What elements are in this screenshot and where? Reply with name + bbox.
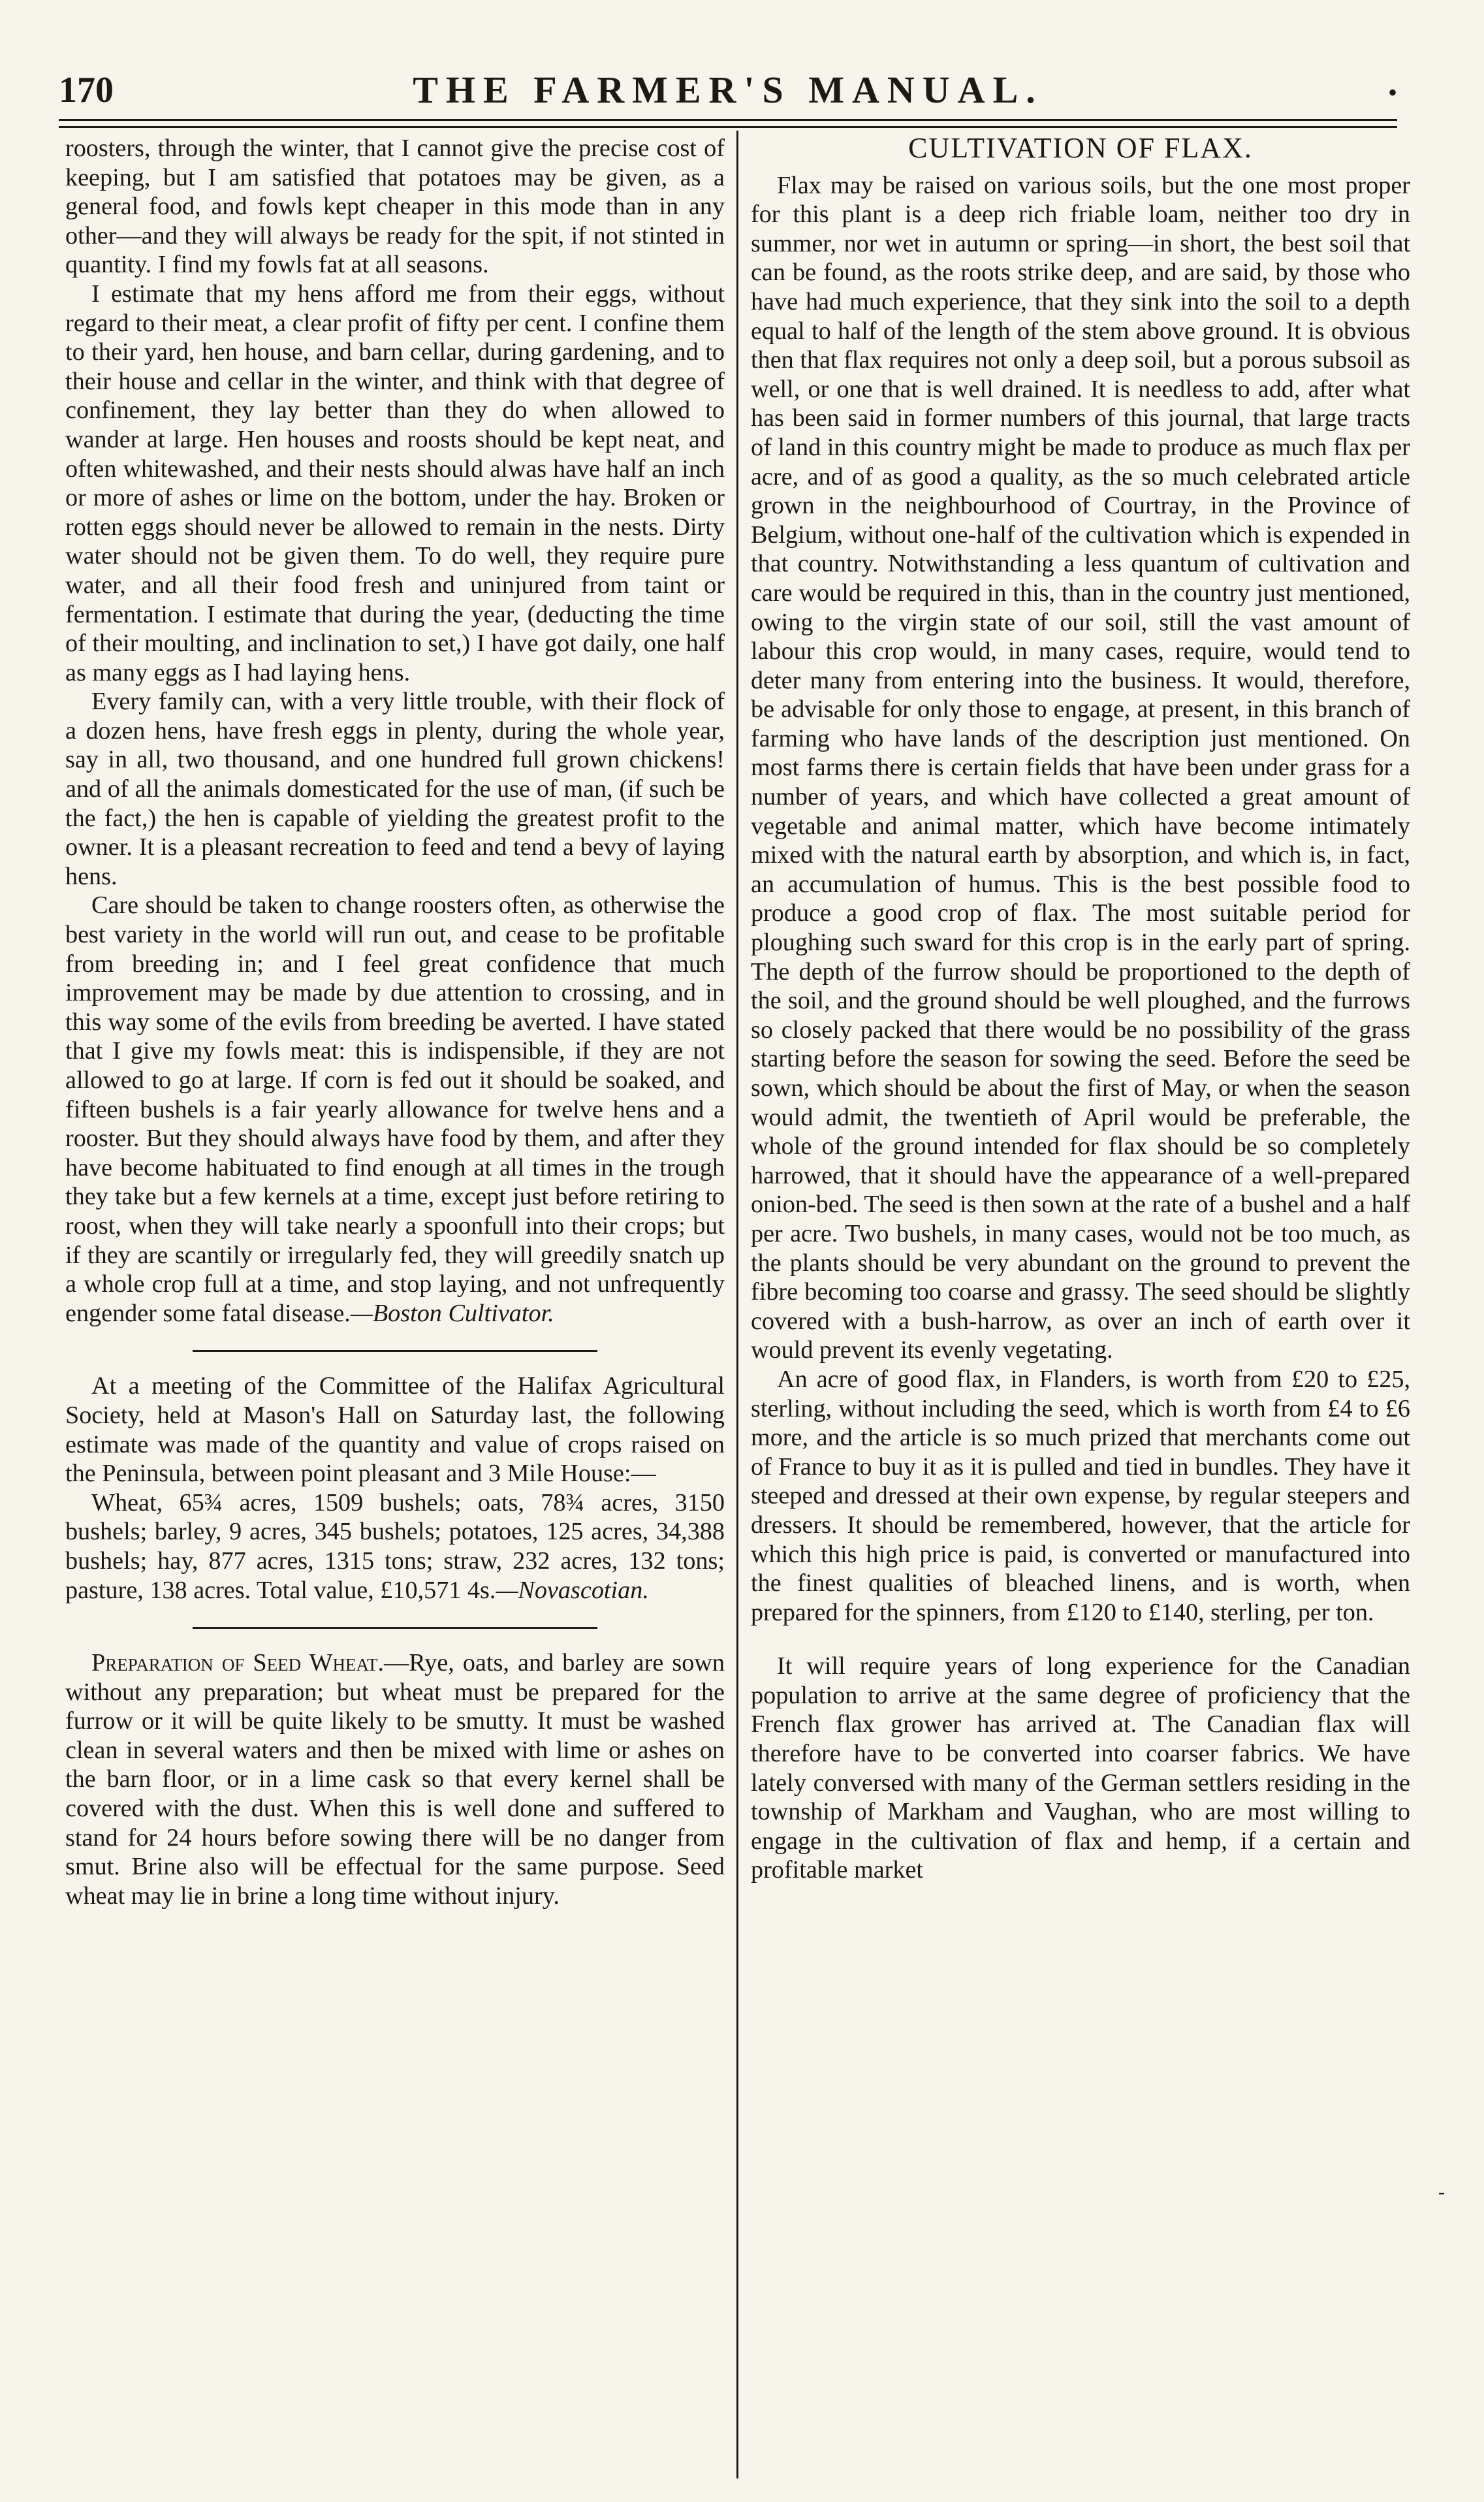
header-double-rule bbox=[59, 119, 1397, 128]
running-title: THE FARMER'S MANUAL. bbox=[413, 69, 1043, 111]
flax-paragraph: It will require years of long experience for the Canadian population to arrive at the same degree of proficiency that the French flax grower has arrived at. The Canadian flax will therefore have to be converted into coarser fabrics. We have lately conversed with many of the German settlers residing in the township of Markham and Vaughan, who are most willing to engage in the cultivation of flax and hemp, if a certain and profitable market bbox=[751, 1652, 1410, 1884]
seed-wheat-paragraph bbox=[65, 1648, 725, 1910]
flax-paragraph: An acre of good flax, in Flanders, is worth from £20 to £25, sterling, without including the seed, which is worth from £4 to £6 more, and the article is so much prized that merchants come out of France to buy it as it is pulled and tied in bundles. They have it steeped and dressed at their own expense, by regular steepers and dressers. It should be remembered, however, that the article for which this high price is paid, is converted or manufactured into the finest qualities of bleached linens, and is worth, when prepared for the spinners, from £120 to £140, sterling, per ton. bbox=[751, 1365, 1410, 1626]
poultry-paragraph-last bbox=[65, 891, 725, 1328]
poultry-paragraph: I estimate that my hens afford me from their eggs, without regard to their meat, a clear profit of fifty per cent. I confine them to their yard, hen house, and barn cellar, during gardening, and to their house and cellar in the winter, and think with that degree of confinement, they lay better than they do when allowed to wander at large. Hen houses and roosts should be kept neat, and often whitewashed, and their nests should alwas have half an inch or more of ashes or lime on the bottom, under the hay. Broken or rotten eggs should never be allowed to remain in the nests. Dirty water should not be given them. To do well, they require pure water, and all their food fresh and uninjured from taint or fermentation. I estimate that during the year, (deducting the time of their moulting, and inclination to set,) I have got daily, one half as many eggs as I had laying hens. bbox=[65, 280, 725, 686]
margin-mark: - bbox=[1438, 2181, 1445, 2203]
right-column bbox=[751, 134, 1410, 2478]
halifax-paragraph: At a meeting of the Committee of the Halifax Agricultural Society, held at Mason's Hall on Saturday last, the following estimate was made of the quantity and value of crops raised on the Peninsula, between point pleasant and 3 Mile House:— bbox=[65, 1372, 725, 1488]
seed-wheat-heading: Preparation of Seed Wheat. bbox=[91, 1649, 385, 1677]
halifax-source: —Novascotian. bbox=[496, 1576, 649, 1604]
poultry-text: Care should be taken to change roosters often, as otherwise the best variety in the world will run out, and cease to be profitable from breeding in; and I feel great confidence that much improvement may be made by due attention to crossing, and in this way some of the evils from breeding be averted. I have stated that I give my fowls meat: this is indispensible, if they are not allowed to go at large. If corn is fed out it should be soaked, and fifteen bushels is a fair yearly allowance for twelve hens and a rooster. But they should always have food by them, and after they have become habituated to find enough at all times in the trough they take but a few kernels at a time, except just before retiring to roost, when they will take nearly a spoonfull into their crops; but if they are scantily or irregularly fed, they will greedily snatch up a whole crop full at a time, and stop laying, and not unfrequently engender some fatal disease. bbox=[65, 891, 725, 1327]
section-separator bbox=[193, 1350, 597, 1352]
poultry-paragraph: roosters, through the winter, that I cannot give the precise cost of keeping, but I am satisfied that potatoes may be given, as a general food, and fowls kept cheaper in this mode than in any other—and they will always be ready for the spit, if not stinted in quantity. I find my fowls fat at all seasons. bbox=[65, 135, 725, 279]
halifax-crops-text: Wheat, 65¾ acres, 1509 bushels; oats, 78¾ acres, 3150 bushels; barley, 9 acres, 345 bushels; potatoes, 125 acres, 34,388 bushels; hay, 877 acres, 1315 tons; straw, 232 acres, 132 tons; pasture, 138 acres. Total value, £10,571 4s. bbox=[65, 1488, 725, 1604]
poultry-paragraph: Every family can, with a very little trouble, with their flock of a dozen hens, have fresh eggs in plenty, during the whole year, say in all, two thousand, and one hundred full grown chickens! and of all the animals domesticated for the use of man, (if such be the fact,) the hen is capable of yielding the greatest profit to the owner. It is a pleasant recreation to feed and tend a bevy of laying hens. bbox=[65, 688, 725, 890]
flax-article-title: CULTIVATION OF FLAX. bbox=[908, 134, 1253, 164]
column-divider bbox=[736, 131, 738, 2478]
page-number: 170 bbox=[59, 70, 114, 110]
left-column bbox=[65, 134, 725, 2478]
seed-wheat-text: —Rye, oats, and barley are sown without any preparation; but wheat must be prepared for the furrow or it will be quite likely to be smutty. It must be washed clean in several waters and then be mixed with lime or ashes on the barn floor, or in a lime cask so that every kernel shall be covered with the dust. When this is well done and suffered to stand for 24 hours before sowing there will be no danger from smut. Brine also will be effectual for the same purpose. Seed wheat may lie in brine a long time without injury. bbox=[65, 1649, 725, 1910]
halifax-crops-paragraph bbox=[65, 1488, 725, 1605]
poultry-source: —Boston Cultivator. bbox=[350, 1299, 554, 1327]
flax-paragraph: Flax may be raised on various soils, but the one most proper for this plant is a deep rich friable loam, neither too dry in summer, nor wet in autumn or spring—in short, the best soil that can be found, as the roots strike deep, and are said, by those who have had much experience, that they sink into the soil to a depth equal to half of the length of the stem above ground. It is obvious then that flax requires not only a deep soil, but a porous subsoil as well, or one that is well drained. It is needless to add, after what has been said in former numbers of this journal, that large tracts of land in this country might be made to produce as much flax per acre, and of as good a quality, as the so much celebrated article grown in the neighbourhood of Courtray, in the Province of Belgium, without one-half of the cultivation which is expended in that country. Notwithstanding a less quantum of cultivation and care would be required in this, than in the country just mentioned, owing to the virgin state of our soil, still the vast amount of labour this crop would, in many cases, require, would tend to deter many from entering into the business. It would, therefore, be advisable for only those to engage, at present, in this branch of farming who have lands of the description just mentioned. On most farms there is certain fields that have been under grass for a number of years, and which have collected a great amount of vegetable and animal matter, which have become intimately mixed with the natural earth by absorption, and which is, in fact, an accumulation of humus. This is the best possible food to produce a good crop of flax. The most suitable period for ploughing such sward for this crop is in the early part of spring. The depth of the furrow should be proportioned to the depth of the soil, and the ground should be well ploughed, and the furrows so closely packed that there would be no possibility of the grass starting before the season for sowing the seed. Before the seed be sown, which should be about the first of May, or when the season would admit, the twentieth of April would be preferable, the whole of the ground intended for flax should be so completely harrowed, that it should have the appearance of a well-prepared onion-bed. The seed is then sown at the rate of a bushel and a half per acre. Two bushels, in many cases, would not be too much, as the plants should be very abundant on the ground to prevent the fibre becoming too coarse and grassy. The seed should be slightly covered with a bush-harrow, as over an inch of earth over it would prevent its evenly vegetating. bbox=[751, 171, 1410, 1364]
section-separator bbox=[193, 1627, 597, 1629]
page-header bbox=[59, 65, 1397, 124]
header-mark: • bbox=[1387, 78, 1397, 107]
